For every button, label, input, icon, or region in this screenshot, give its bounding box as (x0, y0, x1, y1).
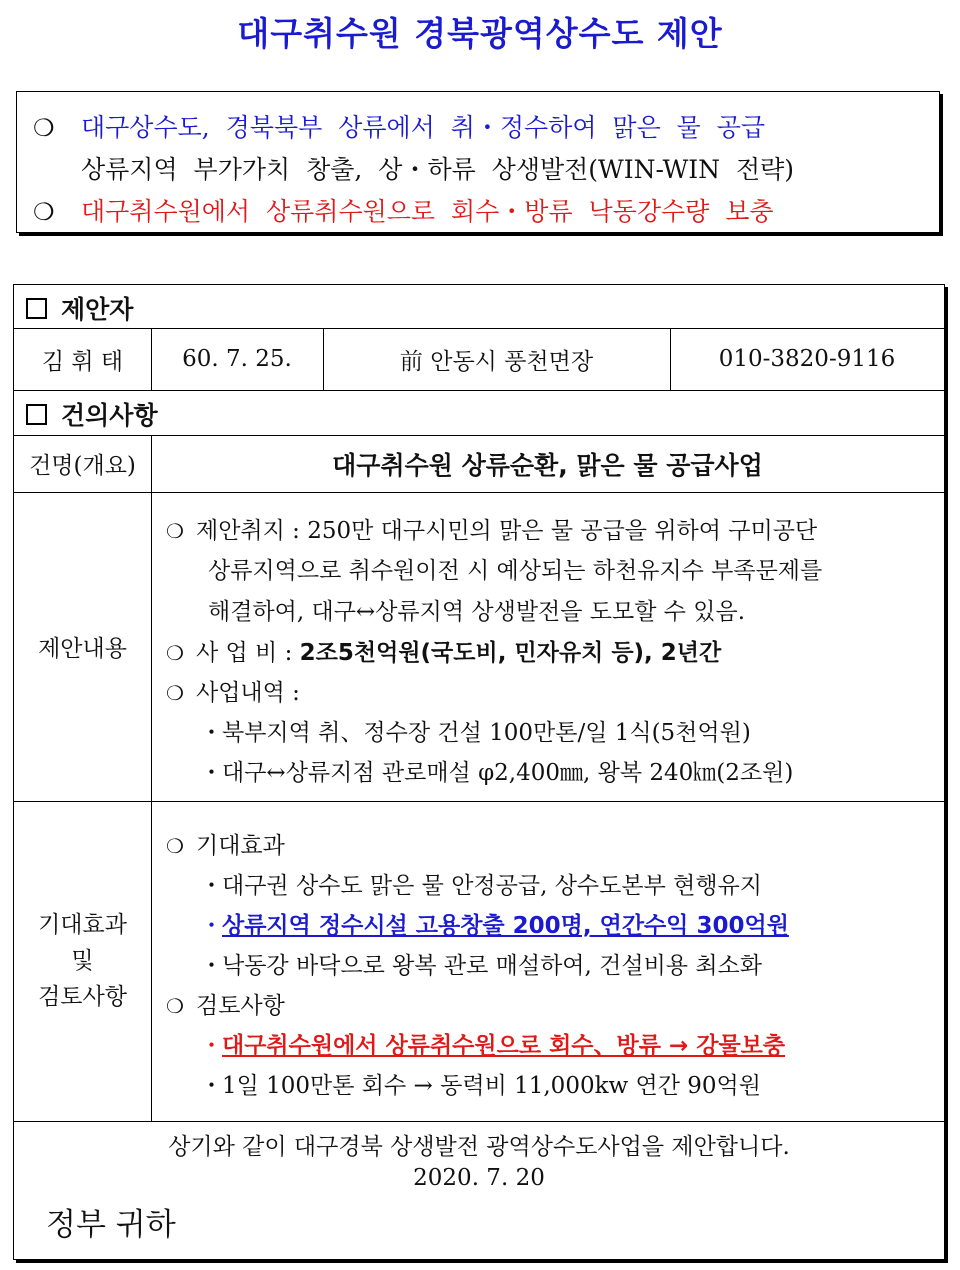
detail-heading: ❍ 사업내역 : (166, 680, 300, 706)
circle-bullet-icon: ❍ (166, 834, 184, 858)
detail-item-2: ・대구↔상류지점 관로매설 φ2,400㎜, 왕복 240㎞(2조원) (200, 760, 794, 786)
purpose-line-2: 상류지역으로 취수원이전 시 예상되는 하천유지수 부족문제를 (208, 558, 823, 584)
checkbox-square-icon (26, 404, 47, 425)
proposal-table (13, 284, 945, 1260)
effect-item-1: ・대구권 상수도 맑은 물 안정공급, 상수도본부 현행유지 (200, 873, 762, 899)
circle-bullet-icon: ❍ (166, 681, 184, 705)
cost-line: ❍ 사 업 비 : 2조5천억원(국도비, 민자유치 등), 2년간 (166, 640, 722, 666)
review-heading: ❍ 검토사항 (166, 993, 285, 1019)
summary-line-1: ❍ 대구상수도, 경북북부 상류에서 취・정수하여 맑은 물 공급 (33, 113, 766, 142)
proposer-name: 김 휘 태 (41, 348, 124, 375)
circle-bullet-icon: ❍ (33, 114, 55, 142)
effect-item-3: ・낙동강 바닥으로 왕복 관로 매설하여, 건설비용 최소화 (200, 953, 762, 979)
circle-bullet-icon: ❍ (166, 641, 184, 665)
project-name-label: 건명(개요) (29, 453, 136, 479)
circle-bullet-icon: ❍ (33, 198, 55, 226)
suggestion-heading: 건의사항 (26, 396, 158, 432)
summary-line-2: 상류지역 부가가치 창출, 상・하류 상생발전(WIN-WIN 전략) (81, 155, 795, 184)
content-label: 제안내용 (38, 636, 127, 662)
circle-bullet-icon: ❍ (166, 994, 184, 1018)
purpose-line-1: ❍ 제안취지 : 250만 대구시민의 맑은 물 공급을 위하여 구미공단 (166, 518, 818, 544)
proposer-phone: 010-3820-9116 (718, 346, 896, 372)
purpose-line-3: 해결하여, 대구↔상류지역 상생발전을 도모할 수 있음. (208, 599, 746, 625)
circle-bullet-icon: ❍ (166, 519, 184, 543)
document-title: 대구취수원 경북광역상수도 제안 (237, 14, 723, 53)
proposer-birth: 60. 7. 25. (182, 346, 292, 372)
review-item-1: ・대구취수원에서 상류취수원으로 회수、방류 → 강물보충 (200, 1033, 786, 1059)
effect-item-2: ・상류지역 정수시설 고용창출 200명, 연간수익 300억원 (200, 913, 789, 939)
review-item-2: ・1일 100만톤 회수 → 동력비 11,000kw 연간 90억원 (200, 1073, 761, 1099)
closing-date: 2020. 7. 20 (413, 1165, 545, 1191)
effects-heading: ❍ 기대효과 (166, 833, 285, 859)
closing-statement: 상기와 같이 대구경북 상생발전 광역상수도사업을 제안합니다. (168, 1134, 790, 1160)
proposer-position: 前 안동시 풍천면장 (399, 348, 594, 375)
summary-box (16, 91, 940, 233)
summary-line-3: ❍ 대구취수원에서 상류취수원으로 회수・방류 낙동강수량 보충 (33, 197, 774, 226)
proposer-heading: 제안자 (26, 290, 133, 326)
project-name-value: 대구취수원 상류순환, 맑은 물 공급사업 (332, 450, 763, 480)
recipient: 정부 귀하 (46, 1207, 176, 1243)
checkbox-square-icon (26, 298, 47, 319)
detail-item-1: ・북부지역 취、정수장 건설 100만톤/일 1식(5천억원) (200, 720, 751, 746)
effects-label: 기대효과 및 검토사항 (38, 912, 127, 1010)
